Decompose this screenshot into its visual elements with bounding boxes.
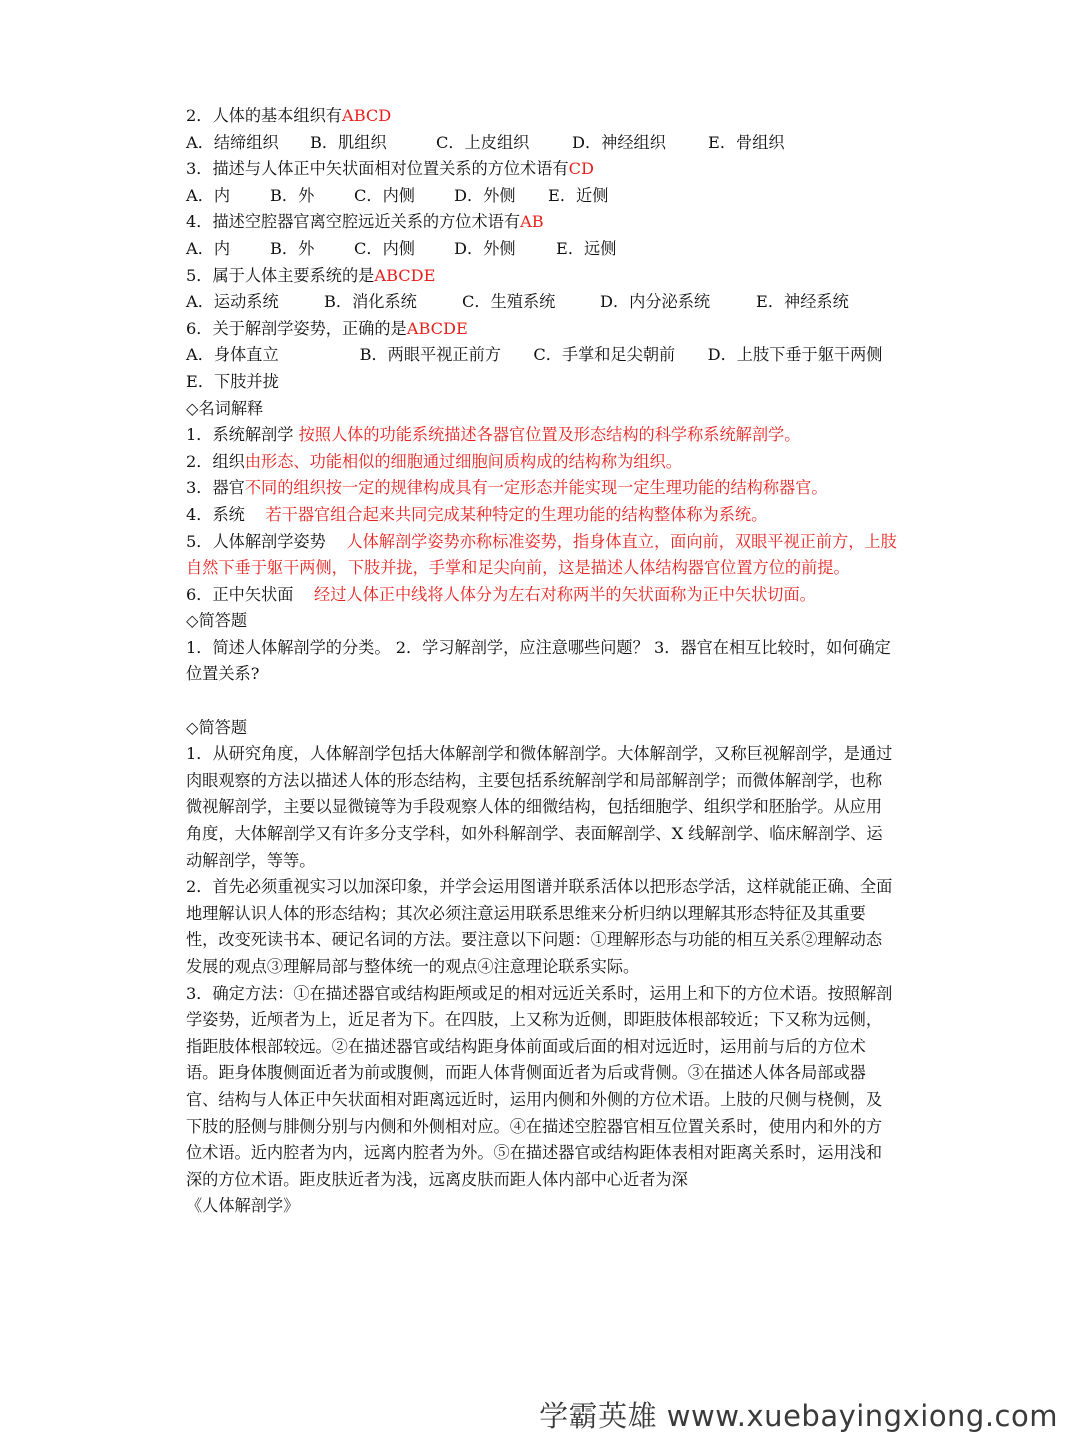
question-6: 6．关于解剖学姿势，正确的是ABCDE [186, 318, 468, 338]
watermark: 学霸英雄 www.xuebayingxiong.com [539, 1399, 1058, 1433]
terms-section-header: ◇名词解释 [186, 398, 264, 418]
question-2: 2．人体的基本组织有ABCD [186, 106, 392, 125]
option: D．神经组织 [572, 132, 666, 152]
answer-paragraph-2: 2．首先必须重视实习以加深印象，并学会运用图谱并联系活体以把形态学活，这样就能正确、全面地理解认识人体的形态结构；其次必须注意运用联系思维来分析归纳以理解其形态特征及其重要性，改变死读书本、硬记名词的方法。要注意以下问题：①理解形态与功能的相互关系②理解动态发展的观点③理解局部与整体统一的观点④注意理论联系实际。 [186, 877, 893, 976]
options-3 [186, 183, 898, 210]
book-title: 《人体解剖学》 [186, 1196, 300, 1216]
option: A．结缔组织 [186, 132, 279, 152]
term-definition: 若干器官组合起来共同完成某种特定的生理功能的结构整体称为系统。 [265, 504, 768, 524]
document-page [186, 103, 915, 1220]
option: B．肌组织 [310, 132, 387, 152]
option: E．神经系统 [756, 292, 849, 312]
short-questions: 1．简述人体解剖学的分类。 2．学习解剖学，应注意哪些问题？ 3．器官在相互比较时，如何确定位置关系? [186, 637, 891, 684]
short-questions-header: ◇简答题 [186, 611, 248, 631]
term-4: 4．系统 若干器官组合起来共同完成某种特定的生理功能的结构整体称为系统。 [186, 504, 768, 524]
option: D．外侧 [454, 238, 516, 258]
answers-header: ◇简答题 [186, 717, 248, 737]
answer-paragraph-1: 1．从研究角度，人体解剖学包括大体解剖学和微体解剖学。大体解剖学，又称巨视解剖学，是通过肉眼观察的方法以描述人体的形态结构，主要包括系统解剖学和局部解剖学；而微体解剖学，也称微视解剖学，主要以显微镜等为手段观察人体的细微结构，包括细胞学、组织学和胚胎学。从应用角度，大体解剖学又有许多分支学科，如外科解剖学、表面解剖学、X 线解剖学、临床解剖学、运动解剖学，等等。 [186, 744, 893, 870]
option: D．外侧 [454, 185, 516, 205]
options-4 [186, 236, 898, 263]
option: B．消化系统 [324, 292, 417, 312]
term-1: 1．系统解剖学 按照人体的功能系统描述各器官位置及形态结构的科学称系统解剖学。 [186, 425, 801, 445]
term-6: 6．正中矢状面 经过人体正中线将人体分为左右对称两半的矢状面称为正中矢状切面。 [186, 584, 816, 604]
option: A．内 [186, 185, 231, 205]
option: C．内侧 [354, 185, 415, 205]
option: D．内分泌系统 [600, 292, 711, 312]
question-4: 4．描述空腔器官离空腔远近关系的方位术语有AB [186, 212, 544, 232]
option: B．外 [270, 238, 315, 258]
options-6: A．身体直立 B．两眼平视正前方 C．手掌和足尖朝前 D．上肢下垂于躯干两侧 E．下肢并拢 [186, 345, 915, 391]
answer-3: CD [568, 159, 594, 179]
answer-2: ABCD [342, 106, 392, 125]
term-definition: 按照人体的功能系统描述各器官位置及形态结构的科学称系统解剖学。 [298, 425, 801, 445]
answer-4: AB [520, 212, 544, 232]
term-5: 5．人体解剖学姿势 人体解剖学姿势亦称标准姿势，指身体直立，面向前，双眼平视正前方，上肢自然下垂于躯干两侧，下肢并拢，手掌和足尖向前，这是描述人体结构器官位置方位的前提。 [186, 531, 897, 578]
question-3: 3．描述与人体正中矢状面相对位置关系的方位术语有CD [186, 159, 594, 179]
option: E．近侧 [548, 185, 609, 205]
option: E．远侧 [556, 238, 617, 258]
option: A．运动系统 [186, 292, 279, 312]
option: E．骨组织 [708, 132, 785, 152]
option: A．内 [186, 238, 231, 258]
option: C．生殖系统 [462, 292, 556, 312]
term-definition: 不同的组织按一定的规律构成具有一定形态并能实现一定生理功能的结构称器官。 [244, 478, 828, 498]
option: B．外 [270, 185, 315, 205]
answer-5: ABCDE [374, 265, 436, 285]
question-5: 5．属于人体主要系统的是ABCDE [186, 265, 436, 285]
blank-line [186, 688, 898, 715]
answer-6: ABCDE [406, 318, 468, 338]
term-3: 3．器官不同的组织按一定的规律构成具有一定形态并能实现一定生理功能的结构称器官。 [186, 478, 828, 498]
answer-paragraph-3: 3．确定方法：①在描述器官或结构距颅或足的相对远近关系时，运用上和下的方位术语。按照解剖学姿势，近颅者为上，近足者为下。在四肢，上又称为近侧，即距肢体根部较近；下又称为远侧，指距肢体根部较远。②在描述器官或结构距身体前面或后面的相对远近时，运用前与后的方位术语。距身体腹侧面近者为前或腹侧，而距人体背侧面近者为后或背侧。③在描述人体各局部或器官、结构与人体正中矢状面相对距离远近时，运用内侧和外侧的方位术语。上肢的尺侧与桡侧，及下肢的胫侧与腓侧分别与内侧和外侧相对应。④在描述空腔器官相互位置关系时，使用内和外的方位术语。近内腔者为内，远离内腔者为外。⑤在描述器官或结构距体表相对距离关系时，运用浅和深的方位术语。距皮肤近者为浅，远离皮肤而距人体内部中心近者为深 [186, 983, 893, 1189]
term-2: 2．组织由形态、功能相似的细胞通过细胞间质构成的结构称为组织。 [186, 451, 682, 471]
term-definition: 经过人体正中线将人体分为左右对称两半的矢状面称为正中矢状切面。 [314, 584, 816, 604]
options-2 [186, 130, 898, 157]
option: C．上皮组织 [436, 132, 530, 152]
option: C．内侧 [354, 238, 415, 258]
term-definition: 人体解剖学姿势亦称标准姿势，指身体直立，面向前，双眼平视正前方，上肢自然下垂于躯干两侧，下肢并拢，手掌和足尖向前，这是描述人体结构器官位置方位的前提。 [186, 531, 897, 578]
options-5 [186, 289, 898, 316]
term-definition: 由形态、功能相似的细胞通过细胞间质构成的结构称为组织。 [244, 451, 682, 471]
